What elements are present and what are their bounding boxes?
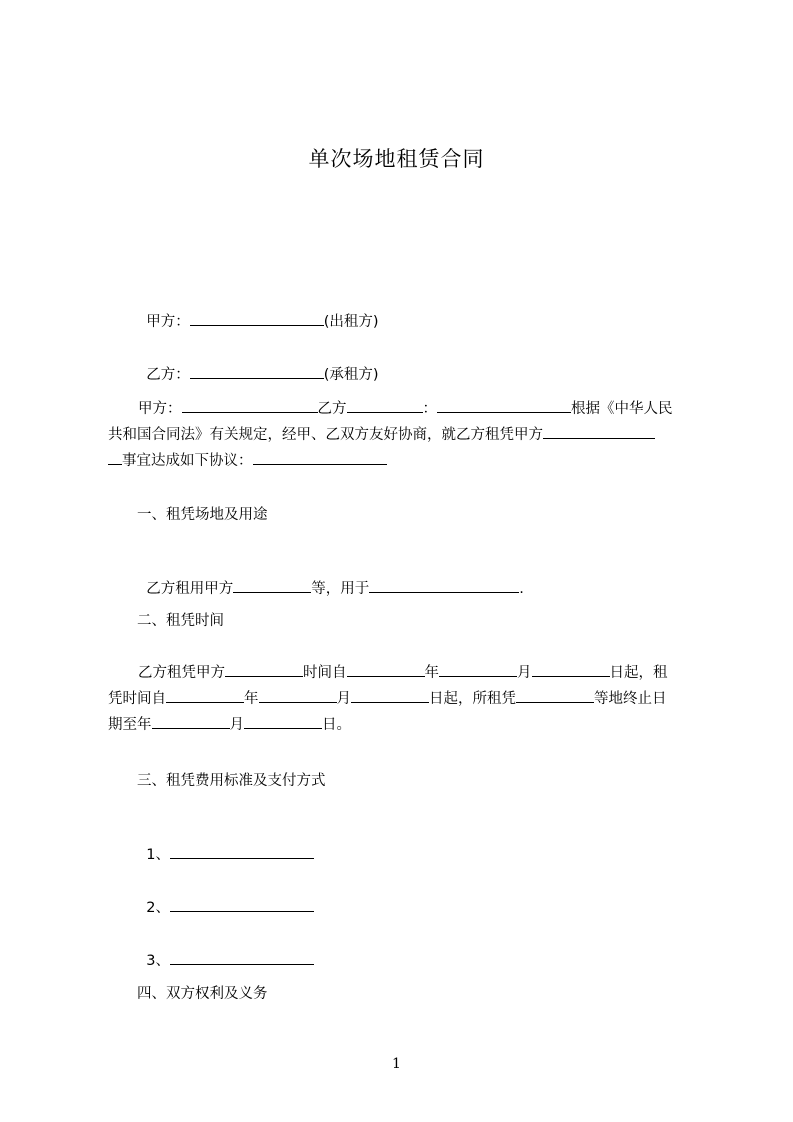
intro-e: 共和国合同法》有关规定，经甲、乙双方友好协商，就乙方租凭甲方 bbox=[108, 427, 543, 443]
intro-a: 甲方： bbox=[138, 401, 182, 417]
section3-item-1-label: 1、 bbox=[146, 847, 170, 863]
party-b-suffix: (承租方) bbox=[323, 367, 379, 383]
section3-heading: 三、租凭费用标准及支付方式 bbox=[137, 773, 326, 789]
party-a-line bbox=[137, 291, 379, 332]
party-b-blank bbox=[190, 364, 324, 379]
section1-line bbox=[137, 558, 524, 599]
document-title: 单次场地租赁合同 bbox=[308, 147, 485, 171]
section2-heading: 二、租凭时间 bbox=[137, 613, 224, 629]
intro-blank-6 bbox=[253, 450, 387, 465]
section3-item-2 bbox=[137, 877, 314, 918]
section1-blank-2 bbox=[369, 578, 519, 593]
section2-b: 时间自 bbox=[303, 665, 347, 681]
section3-item-3-label: 3、 bbox=[146, 953, 170, 969]
section2-blank-8 bbox=[516, 688, 594, 703]
section2-blank-3 bbox=[439, 662, 517, 677]
section2-blank-6 bbox=[259, 688, 337, 703]
intro-b: 乙方 bbox=[317, 401, 347, 417]
intro-d: 根据《中华人民 bbox=[571, 401, 673, 417]
party-a-blank bbox=[190, 311, 324, 326]
section2-blank-5 bbox=[166, 688, 244, 703]
section2-m: 日。 bbox=[322, 717, 351, 733]
intro-blank-5 bbox=[108, 450, 122, 465]
section2-g: 年 bbox=[244, 691, 259, 707]
section2-f: 凭时间自 bbox=[108, 691, 166, 707]
section2-l: 月 bbox=[229, 717, 244, 733]
section2-c: 年 bbox=[424, 665, 439, 681]
section2-blank-7 bbox=[351, 688, 429, 703]
section3-item-1 bbox=[137, 824, 314, 865]
section2-i: 日起，所租凭 bbox=[429, 691, 516, 707]
section1-blank-1 bbox=[233, 578, 311, 593]
intro-c: ： bbox=[422, 401, 437, 417]
section1-b: 等，用于 bbox=[311, 581, 370, 597]
intro-blank-3 bbox=[437, 398, 571, 413]
section2-e: 日起，租 bbox=[609, 665, 668, 681]
intro-f: 事宜达成如下协议： bbox=[122, 453, 253, 469]
section2-k: 期至年 bbox=[108, 717, 152, 733]
section3-item-3 bbox=[137, 930, 314, 971]
party-a-label: 甲方： bbox=[146, 314, 190, 330]
section3-item-2-label: 2、 bbox=[146, 900, 170, 916]
page-number: 1 bbox=[392, 1056, 401, 1072]
intro-paragraph bbox=[108, 396, 708, 474]
section2-blank-2 bbox=[347, 662, 425, 677]
section3-item-1-blank bbox=[170, 844, 314, 859]
section3-item-2-blank bbox=[170, 897, 314, 912]
section2-blank-9 bbox=[152, 714, 230, 729]
intro-blank-4 bbox=[543, 424, 655, 439]
section2-h: 月 bbox=[336, 691, 351, 707]
section4-heading: 四、双方权利及义务 bbox=[137, 986, 268, 1002]
section2-paragraph bbox=[108, 660, 708, 738]
section2-j: 等地终止日 bbox=[594, 691, 667, 707]
section2-blank-10 bbox=[244, 714, 322, 729]
section2-a: 乙方租凭甲方 bbox=[138, 665, 225, 681]
section2-blank-4 bbox=[532, 662, 610, 677]
party-b-line bbox=[137, 344, 379, 385]
section1-heading: 一、租凭场地及用途 bbox=[137, 507, 268, 523]
intro-blank-1 bbox=[182, 398, 318, 413]
section1-a: 乙方租用甲方 bbox=[146, 581, 234, 597]
party-a-suffix: (出租方) bbox=[323, 314, 379, 330]
section2-blank-1 bbox=[225, 662, 303, 677]
section3-item-3-blank bbox=[170, 950, 314, 965]
section2-d: 月 bbox=[517, 665, 532, 681]
section1-c: . bbox=[519, 581, 524, 597]
intro-blank-2 bbox=[347, 398, 423, 413]
party-b-label: 乙方： bbox=[146, 367, 190, 383]
